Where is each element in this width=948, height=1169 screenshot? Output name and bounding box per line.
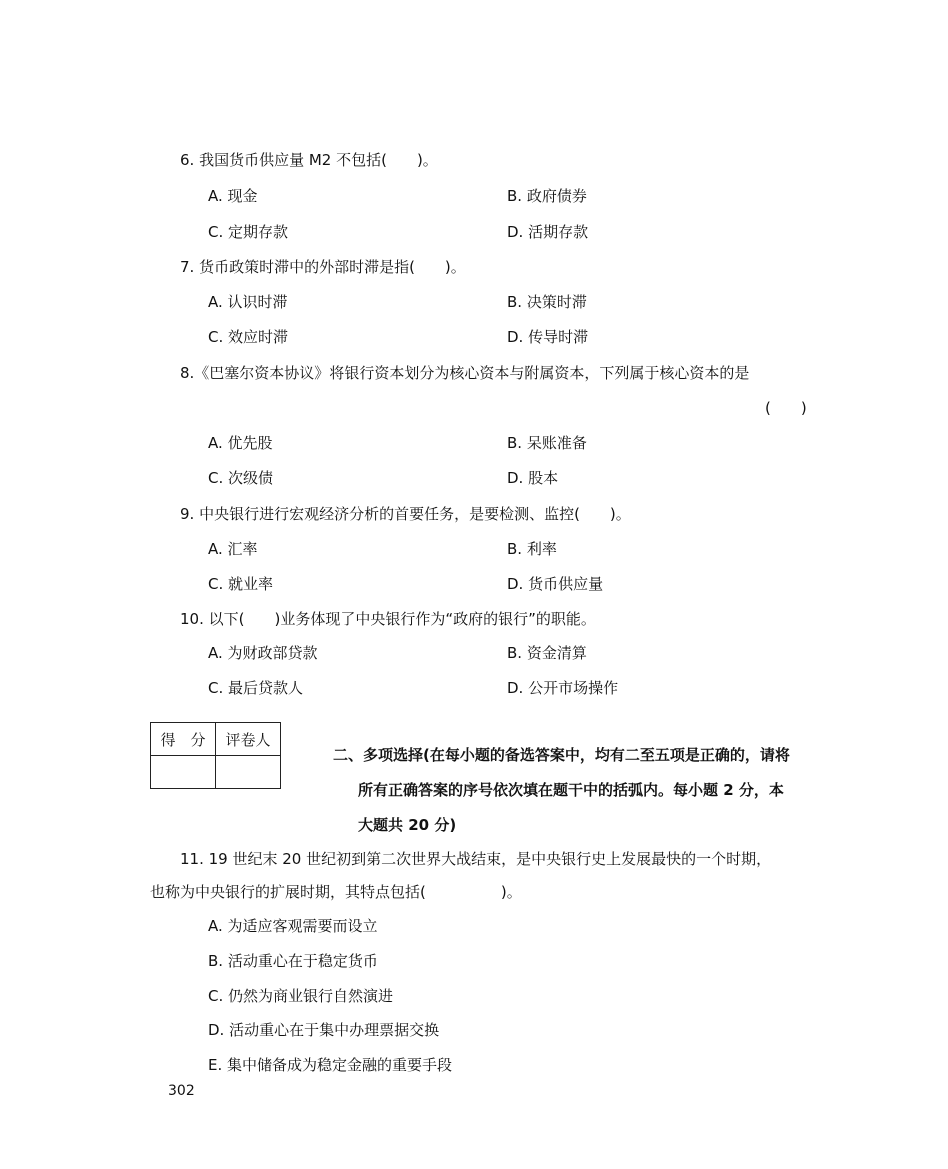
q9-option-a: A. 汇率 [208,540,258,558]
section2-heading-line3: 大题共 20 分) [358,816,457,834]
q8-option-a: A. 优先股 [208,434,273,452]
q6-option-c: C. 定期存款 [208,223,289,241]
q10-option-b: B. 资金清算 [507,644,587,662]
q8-option-b: B. 呆账准备 [507,434,587,452]
grader-label: 评卷人 [216,723,281,756]
grader-field[interactable] [216,756,281,789]
q9-option-b: B. 利率 [507,540,557,558]
q7-option-d: D. 传导时滞 [507,328,589,346]
section2-heading-line2: 所有正确答案的序号依次填在题干中的括弧内。每小题 2 分，本 [358,781,784,799]
q10-stem: 10. 以下( )业务体现了中央银行作为“政府的银行”的职能。 [180,610,596,628]
q7-option-c: C. 效应时滞 [208,328,289,346]
q6-option-d: D. 活期存款 [507,223,589,241]
q9-stem: 9. 中央银行进行宏观经济分析的首要任务，是要检测、监控( )。 [180,505,631,523]
score-field[interactable] [151,756,216,789]
q7-option-b: B. 决策时滞 [507,293,587,311]
q7-stem: 7. 货币政策时滞中的外部时滞是指( )。 [180,258,466,276]
q9-option-d: D. 货币供应量 [507,575,604,593]
q11-option-b: B. 活动重心在于稳定货币 [208,952,378,970]
q6-stem: 6. 我国货币供应量 M2 不包括( )。 [180,151,438,169]
score-box [150,722,281,789]
q6-option-a: A. 现金 [208,187,258,205]
q7-option-a: A. 认识时滞 [208,293,288,311]
q11-stem-line2: 也称为中央银行的扩展时期，其特点包括( )。 [150,883,522,901]
page-number: 302 [168,1083,195,1099]
q11-option-d: D. 活动重心在于集中办理票据交换 [208,1021,440,1039]
q8-option-d: D. 股本 [507,469,559,487]
score-label: 得 分 [151,723,216,756]
q11-option-c: C. 仍然为商业银行自然演进 [208,987,394,1005]
q11-option-a: A. 为适应客观需要而设立 [208,917,378,935]
q9-option-c: C. 就业率 [208,575,274,593]
q6-option-b: B. 政府债券 [507,187,587,205]
section2-heading-line1: 二、多项选择(在每小题的备选答案中，均有二至五项是正确的，请将 [333,746,790,764]
q8-stem: 8.《巴塞尔资本协议》将银行资本划分为核心资本与附属资本，下列属于核心资本的是 [180,364,750,382]
q10-option-d: D. 公开市场操作 [507,679,619,697]
q10-option-a: A. 为财政部贷款 [208,644,318,662]
q10-option-c: C. 最后贷款人 [208,679,304,697]
q8-answer-paren: ( ) [765,399,807,417]
q11-stem-line1: 11. 19 世纪末 20 世纪初到第二次世界大战结束，是中央银行史上发展最快的一个时期， [180,850,772,868]
q11-option-e: E. 集中储备成为稳定金融的重要手段 [208,1056,453,1074]
q8-option-c: C. 次级债 [208,469,274,487]
